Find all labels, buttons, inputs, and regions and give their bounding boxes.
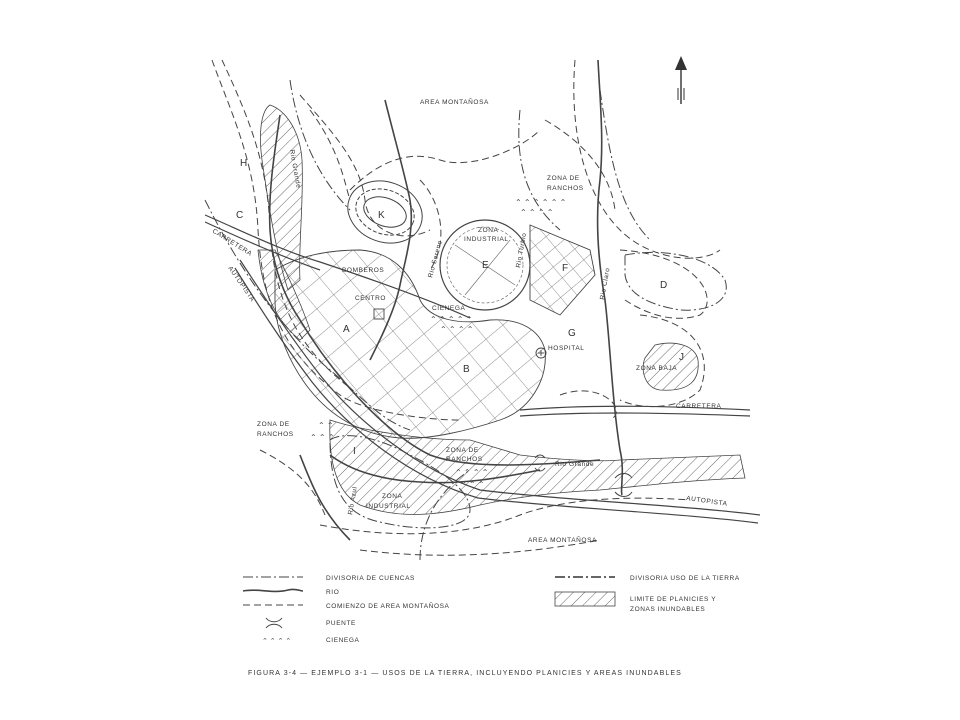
label-zona-ranchos-top: ZONA DE: [547, 175, 580, 182]
label-autopista-left: AUTOPISTA: [226, 265, 256, 304]
legend-label: RIO: [326, 589, 340, 596]
label-carretera-right: CARRETERA: [676, 403, 722, 410]
legend-item-cienega: [262, 637, 360, 645]
label-zona-ranchos-left-2: RANCHOS: [257, 431, 294, 438]
label-carretera-left: CARRETERA: [210, 227, 254, 258]
label-zona-ranchos-left: ZONA DE: [257, 421, 290, 428]
label-rio-turbio: Rio Turbio: [515, 232, 529, 269]
svg-text:⌃ ⌃ ⌃ ⌃: ⌃ ⌃ ⌃ ⌃: [520, 208, 554, 217]
label-zona-industrial-mid: ZONA: [478, 227, 499, 234]
legend-item-planicies: [555, 592, 716, 613]
zone-letter-b: B: [463, 364, 470, 375]
svg-text:⌃ ⌃ ⌃ ⌃ ⌃: ⌃ ⌃ ⌃ ⌃ ⌃: [430, 315, 473, 324]
label-zona-ranchos-top-2: RANCHOS: [547, 185, 584, 192]
legend-label: PUENTE: [326, 620, 356, 627]
label-cienega: CIENEGA: [432, 305, 466, 312]
svg-text:⌃ ⌃ ⌃ ⌃: ⌃ ⌃ ⌃ ⌃: [440, 325, 474, 334]
legend-label: CIENEGA: [326, 637, 360, 644]
zone-k-area: [339, 171, 431, 253]
zone-letter-g: G: [568, 328, 576, 339]
label-zona-industrial-mid-2: INDUSTRIAL: [464, 236, 509, 243]
legend-item-divisoria-uso: [555, 575, 740, 582]
label-rio-sereno: Rio Sereno: [427, 239, 444, 279]
label-rio-azul: Rio Azul: [347, 485, 359, 516]
zone-letter-k: K: [378, 210, 385, 221]
zone-letter-a: A: [343, 324, 350, 335]
label-rio-claro: Rio Claro: [599, 267, 612, 301]
zone-letter-d: D: [660, 280, 668, 291]
svg-text:⌃ ⌃ ⌃ ⌃: ⌃ ⌃ ⌃ ⌃: [262, 638, 292, 645]
label-centro: CENTRO: [355, 295, 387, 302]
legend-item-puente: [266, 618, 356, 628]
label-hospital: HOSPITAL: [548, 345, 585, 352]
label-zona-baja: ZONA BAJA: [636, 365, 678, 372]
label-rio-grande-bottom: Rio Grande: [555, 461, 595, 468]
legend-label: DIVISORIA DE CUENCAS: [326, 575, 415, 582]
north-arrow-icon: [675, 56, 687, 104]
zone-letter-j: J: [679, 352, 684, 363]
label-area-montanosa-bottom: AREA MONTAÑOSA: [528, 537, 597, 544]
svg-text:⌃ ⌃: ⌃ ⌃: [318, 421, 334, 430]
label-autopista-right: AUTOPISTA: [685, 495, 728, 508]
zone-letter-c: C: [236, 210, 244, 221]
legend: [243, 575, 740, 645]
legend-label-2: ZONAS INUNDABLES: [630, 606, 706, 613]
figure-caption: FIGURA 3-4 — EJEMPLO 3-1 — USOS DE LA TIERRA, INCLUYENDO PLANICIES Y AREAS INUNDABLES: [248, 670, 682, 677]
legend-item-divisoria-cuencas: [243, 575, 415, 582]
zone-letter-h: H: [240, 158, 248, 169]
zone-d-area: [625, 252, 726, 310]
legend-item-rio: [243, 589, 339, 596]
svg-text:⌃ ⌃ ⌃: ⌃ ⌃ ⌃: [460, 480, 485, 489]
zone-letter-e: E: [482, 260, 489, 271]
legend-label: COMIENZO DE AREA MONTAÑOSA: [326, 603, 450, 610]
svg-text:⌃ ⌃ ⌃ ⌃ ⌃ ⌃: ⌃ ⌃ ⌃ ⌃ ⌃ ⌃: [515, 198, 567, 207]
zone-letter-i: I: [353, 446, 356, 457]
label-zona-ranchos-center-2: RANCHOS: [446, 456, 483, 463]
legend-label: DIVISORIA USO DE LA TIERRA: [630, 575, 740, 582]
label-bomberos: BOMBEROS: [342, 267, 385, 274]
label-area-montanosa-top: AREA MONTAÑOSA: [420, 99, 489, 106]
label-zona-industrial-low-2: INDUSTRIAL: [366, 503, 411, 510]
label-rio-grande-top: Rio Grande: [288, 149, 302, 190]
label-zona-industrial-low: ZONA: [382, 493, 403, 500]
legend-item-area-montanosa: [243, 601, 450, 610]
zone-letter-f: F: [562, 263, 569, 274]
svg-text:⌃ ⌃ ⌃ ⌃: ⌃ ⌃ ⌃ ⌃: [455, 468, 489, 477]
label-zona-ranchos-center: ZONA DE: [446, 447, 479, 454]
svg-text:⌃ ⌃ ⌃: ⌃ ⌃ ⌃: [310, 433, 335, 442]
legend-label: LIMITE DE PLANICIES Y: [630, 596, 717, 603]
